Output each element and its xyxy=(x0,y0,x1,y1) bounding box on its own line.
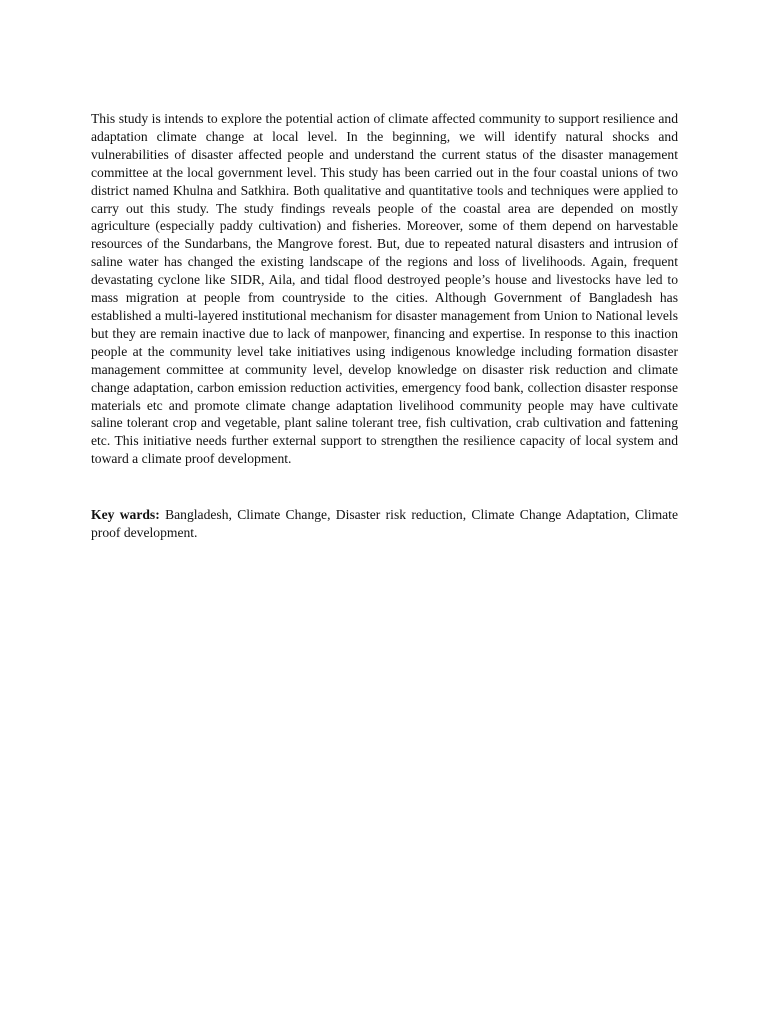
abstract-paragraph: This study is intends to explore the potential action of climate affected community to support resilience and adaptation climate change at local level. In the beginning, we will identify natural shocks and vulnerabilities of disaster affected people and understand the current status of the disaster management committee at the local government level. This study has been carried out in the four coastal unions of two district named Khulna and Satkhira. Both qualitative and quantitative tools and techniques were applied to carry out this study. The study findings reveals people of the coastal area are depended on mostly agriculture (especially paddy cultivation) and fisheries. Moreover, some of them depend on harvestable resources of the Sundarbans, the Mangrove forest. But, due to repeated natural disasters and intrusion of saline water has changed the existing landscape of the regions and loss of livelihoods. Again, frequent devastating cyclone like SIDR, Aila, and tidal flood destroyed people’s house and livestocks have led to mass migration at people from countryside to the cities. Although Government of Bangladesh has established a multi-layered institutional mechanism for disaster management from Union to National levels but they are remain inactive due to lack of manpower, financing and expertise. In response to this inaction people at the community level take initiatives using indigenous knowledge including formation disaster management committee at community level, develop knowledge on disaster risk reduction and climate change adaptation, carbon emission reduction activities, emergency food bank, collection disaster response materials etc and promote climate change adaptation livelihood community people may have cultivate saline tolerant crop and vegetable, plant saline tolerant tree, fish cultivation, crab cultivation and fattening etc. This initiative needs further external support to strengthen the resilience capacity of local system and toward a climate proof development. xyxy=(91,111,678,467)
keywords-label: Key wards: xyxy=(91,507,160,523)
keywords-text: Bangladesh, Climate Change, Disaster risk reduction, Climate Change Adaptation, Climate proof development. xyxy=(91,507,678,541)
document-page xyxy=(91,110,678,542)
keywords-paragraph xyxy=(91,506,678,542)
